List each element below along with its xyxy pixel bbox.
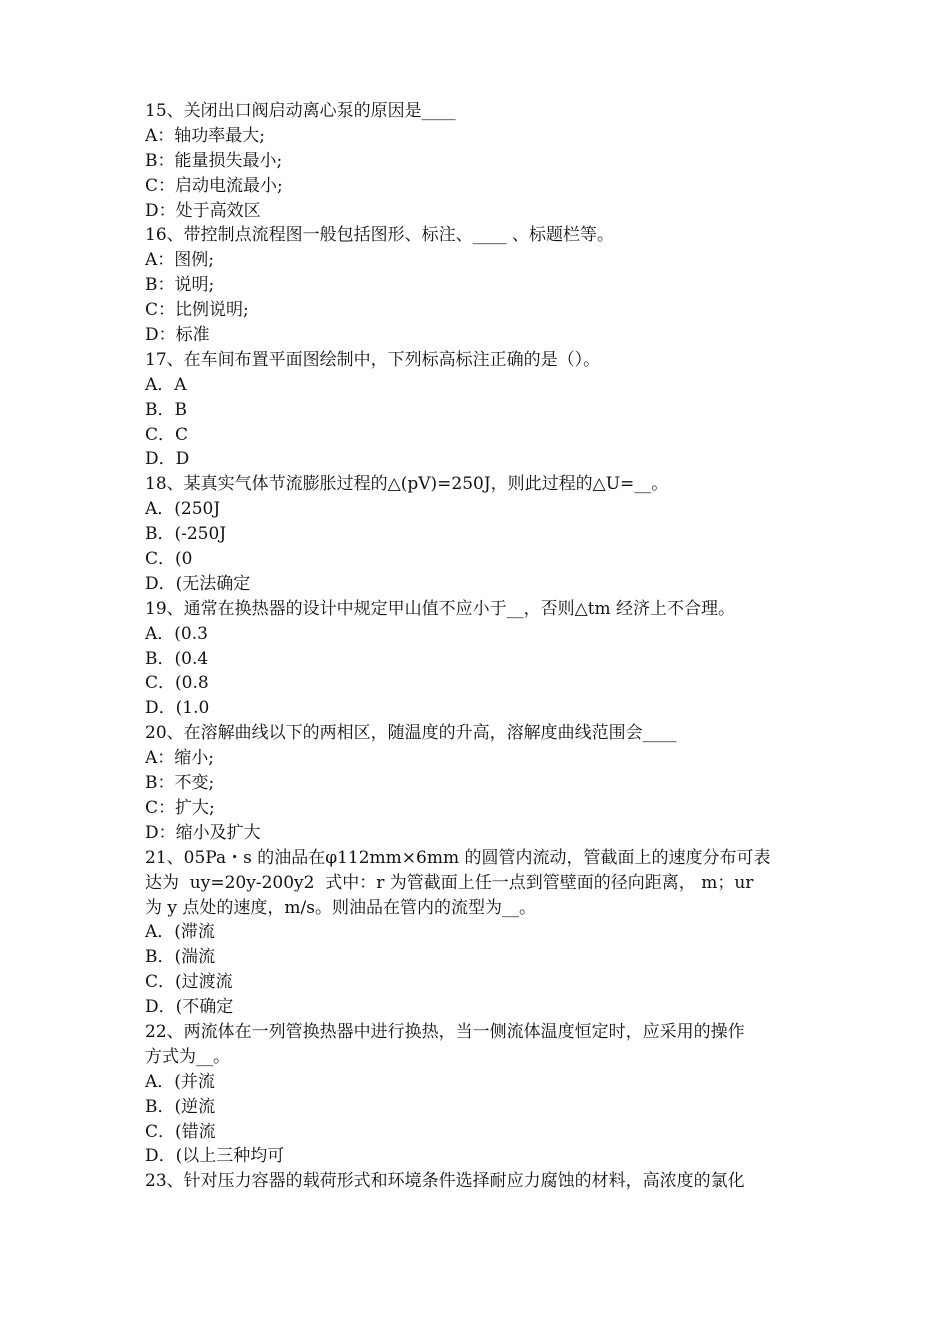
option-a: A．A bbox=[145, 374, 187, 395]
option-d: D．(不确定 bbox=[145, 997, 234, 1018]
question-text: 20、在溶解曲线以下的两相区，随温度的升高，溶解度曲线范围会____ bbox=[145, 723, 677, 744]
question-23 bbox=[145, 1169, 810, 1194]
option-a: A：缩小; bbox=[145, 748, 215, 769]
question-21 bbox=[145, 846, 810, 1020]
option-b: B：说明; bbox=[145, 275, 215, 296]
option-c: C．(0 bbox=[145, 549, 193, 570]
option-c: C：启动电流最小; bbox=[145, 175, 283, 196]
option-c: C．(错流 bbox=[145, 1121, 216, 1142]
option-a: A．(0.3 bbox=[145, 623, 208, 644]
question-text: 21、05Pa・s 的油品在φ112mm×6mm 的圆管内流动，管截面上的速度分布可表 bbox=[145, 847, 771, 868]
option-d: D：缩小及扩大 bbox=[145, 822, 261, 843]
question-text: 22、两流体在一列管换热器中进行换热，当一侧流体温度恒定时，应采用的操作 bbox=[145, 1021, 745, 1042]
option-a: A．(250J bbox=[145, 499, 221, 520]
question-16 bbox=[145, 223, 810, 347]
option-b: B：不变; bbox=[145, 773, 215, 794]
option-d: D．(1.0 bbox=[145, 698, 210, 719]
option-d: D：处于高效区 bbox=[145, 200, 261, 221]
option-d: D：标准 bbox=[145, 325, 210, 346]
question-20 bbox=[145, 721, 810, 845]
option-c: C．(过渡流 bbox=[145, 972, 233, 993]
option-b: B．(湍流 bbox=[145, 947, 216, 968]
option-b: B：能量损失最小; bbox=[145, 150, 283, 171]
question-19 bbox=[145, 597, 810, 721]
question-text: 23、针对压力容器的载荷形式和环境条件选择耐应力腐蚀的材料，高浓度的氯化 bbox=[145, 1171, 745, 1192]
option-a: A．(并流 bbox=[145, 1071, 215, 1092]
question-text: 为 y 点处的速度，m/s。则油品在管内的流型为__。 bbox=[145, 897, 536, 918]
option-c: C：扩大; bbox=[145, 797, 215, 818]
question-text: 16、带控制点流程图一般包括图形、标注、____ 、标题栏等。 bbox=[145, 225, 615, 246]
option-c: C．(0.8 bbox=[145, 673, 209, 694]
question-text: 方式为__。 bbox=[145, 1046, 230, 1067]
question-18 bbox=[145, 472, 810, 596]
question-17 bbox=[145, 348, 810, 472]
option-a: A．(滞流 bbox=[145, 922, 215, 943]
option-c: C：比例说明; bbox=[145, 300, 249, 321]
question-text: 达为 uy=20y-200y2 式中：r 为管截面上任一点到管壁面的径向距离， m；ur bbox=[145, 872, 754, 893]
option-b: B．B bbox=[145, 399, 187, 420]
option-b: B．(-250J bbox=[145, 524, 227, 545]
question-list bbox=[145, 99, 810, 1194]
question-text: 17、在车间布置平面图绘制中，下列标高标注正确的是（）。 bbox=[145, 349, 601, 370]
question-15 bbox=[145, 99, 810, 223]
question-text: 19、通常在换热器的设计中规定甲山值不应小于__，否则△tm 经济上不合理。 bbox=[145, 598, 736, 619]
option-d: D．(无法确定 bbox=[145, 573, 251, 594]
option-d: D．(以上三种均可 bbox=[145, 1146, 285, 1167]
question-text: 18、某真实气体节流膨胀过程的△(pV)=250J，则此过程的△U=__。 bbox=[145, 474, 669, 495]
option-a: A：轴功率最大; bbox=[145, 125, 266, 146]
option-d: D．D bbox=[145, 449, 190, 470]
option-a: A：图例; bbox=[145, 250, 215, 271]
option-b: B．(逆流 bbox=[145, 1096, 216, 1117]
option-b: B．(0.4 bbox=[145, 648, 209, 669]
option-c: C．C bbox=[145, 424, 189, 445]
question-text: 15、关闭出口阀启动离心泵的原因是____ bbox=[145, 101, 456, 121]
question-22 bbox=[145, 1020, 810, 1169]
